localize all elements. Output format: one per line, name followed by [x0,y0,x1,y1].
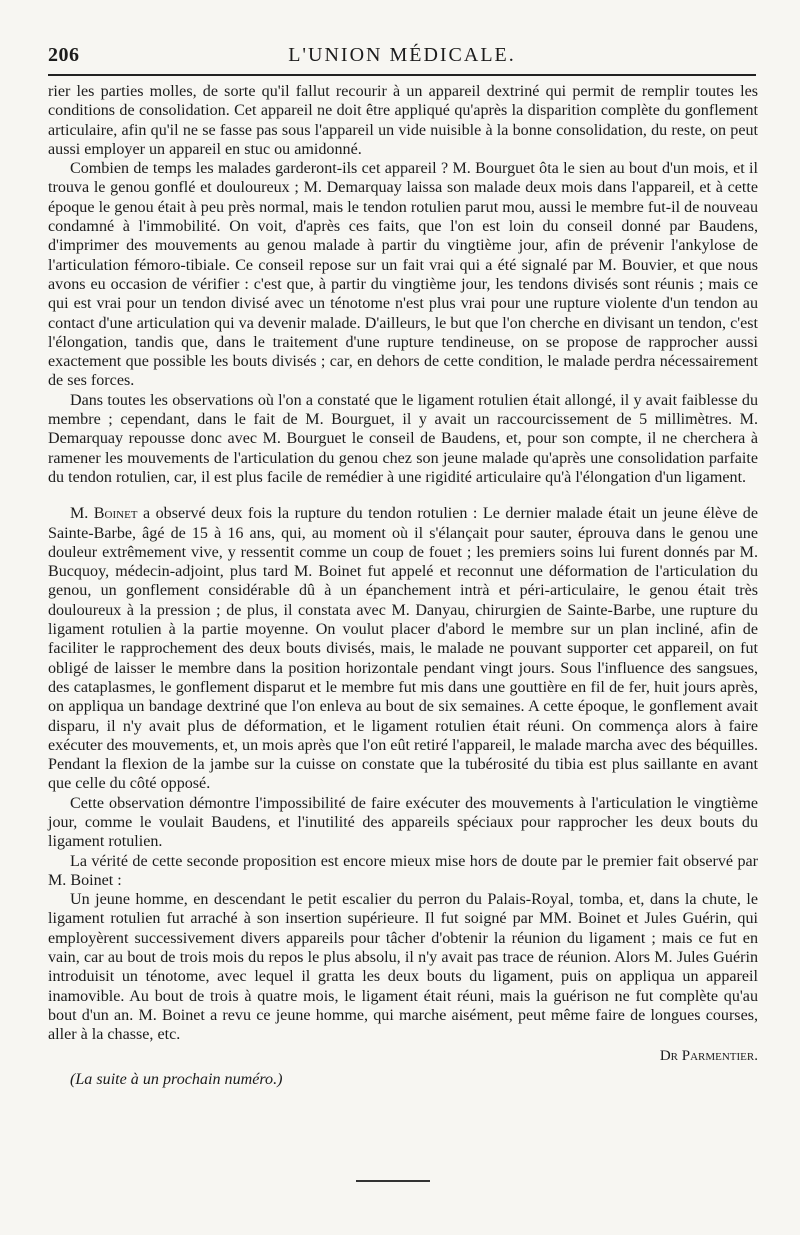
paragraph-boinet [48,504,758,793]
footer-rule [356,1180,430,1182]
paragraph: Un jeune homme, en descendant le petit escalier du perron du Palais-Royal, tomba, et, dans la chute, le ligament rotulien fut arraché à son insertion supérieure. Il fut soigné par MM. Boinet et Jules Guérin, qui employèrent successivement divers appareils pour tâcher d'obtenir la réunion du ligament ; mais ce fut en vain, car au bout de trois mois du repos le plus absolu, il n'y avait pas trace de réunion. Alors M. Jules Guérin introduisit un ténotome, avec lequel il gratta les deux bouts du ligament, puis on appliqua un appareil inamovible. Au bout de trois à quatre mois, le ligament était réuni, mais la guérison ne fut complète qu'au bout d'un an. M. Boinet a revu ce jeune homme, qui marche aisément, peut même faire de longues courses, aller à la chasse, etc. [48,891,758,1044]
paragraph: La vérité de cette seconde proposition est encore mieux mise hors de doute par le premier fait observé par M. Boinet : [48,852,758,889]
author-signature: Dr Parmentier. [659,1047,758,1064]
paragraph: Cette observation démontre l'impossibilité de faire exécuter des mouvements à l'articulation le vingtième jour, comme le voulait Baudens, et l'inutilité des appareils spéciaux pour rapprocher les deux bouts du ligament rotulien. [48,794,758,851]
page-header [48,42,756,72]
running-head: L'UNION MÉDICALE. [288,44,516,66]
article-body [48,82,758,1089]
paragraph: Combien de temps les malades garderont-ils cet appareil ? M. Bourguet ôta le sien au bout d'un mois, et il trouva le genou gonflé et douloureux ; M. Demarquay laissa son malade deux mois dans l'appareil, et à cette époque le genou était à peu près normal, mais le tendon rotulien parut mou, aussi le membre fut-il de nouveau condamné à l'immobilité. On voit, d'après ces faits, que l'on est loin du conseil donné par Baudens, d'imprimer des mouvements au genou malade à partir du vingtième jour, afin de prévenir l'ankylose de l'articulation fémoro-tibiale. Ce conseil repose sur un fait vrai qui a été signalé par M. Bouvier, et que nous avons eu occasion de vérifier : c'est que, à partir du vingtième jour, les tendons divisés sont réunis ; mais ce qui est vrai pour un tendon divisé avec un ténotome n'est plus vrai pour une rupture violente d'un tendon au contact d'une articulation qui va devenir malade. D'ailleurs, le but que l'on cherche en divisant un tendon, c'est l'élongation, tandis que, dans le traitement d'une rupture tendineuse, on se propose de rapprocher aussi exactement que possible les bouts divisés ; car, en dehors de cette condition, le malade perdra nécessairement de ses forces. [48,160,758,390]
continuation-note: (La suite à un prochain numéro.) [70,1070,283,1088]
speaker-name: M. Boinet [70,505,138,523]
section-break [48,487,758,504]
paragraph: Dans toutes les observations où l'on a constaté que le ligament rotulien était allongé, il y avait faiblesse du membre ; cependant, dans le fait de M. Bourguet, il y avait un raccourcissement de 5 millimètres. M. Demarquay repousse donc avec M. Bourguet le conseil de Baudens, et, pour son compte, il ne cherchera à ramener les mouvements de l'articulation du genou chez son jeune malade qu'après une consolidation parfaite du tendon rotulien, car, il est plus facile de remédier à une rigidité articulaire qu'à l'élongation d'un ligament. [48,391,758,486]
paragraph-text: a observé deux fois la rupture du tendon rotulien : Le dernier malade était un jeune élève de Sainte-Barbe, âgé de 15 à 16 ans, qui, au moment où il s'élançait pour sauter, éprouva dans le genou une douleur extrêmement vive, y ressentit comme un coup de fouet ; les premiers soins lui furent donnés par M. Bucquoy, médecin-adjoint, plus tard M. Boinet fut appelé et reconnut une déformation de l'articulation du genou, un gonflement considérable dû à un épanchement intrà et péri-articulaire, le genou était très douloureux à la pression ; de plus, il constata avec M. Danyau, chirurgien de Sainte-Barbe, une rupture du ligament rotulien à la partie moyenne. On voulut placer d'abord le membre sur un plan incliné, afin de faciliter le rapprochement des deux bouts divisés, mais, le malade ne pouvant supporter cet appareil, on fut obligé de laisser le membre dans la position horizontale pendant vingt jours. Sous l'influence des sangsues, des cataplasmes, le gonflement disparut et le membre fut mis dans une gouttière en fil de fer, huit jours après, on appliqua un bandage dextriné que l'on enleva au bout de six semaines. A cette époque, le gonflement avait disparu, il n'y avait plus de déformation, et le ligament rotulien était réuni. On commença alors à faire exécuter des mouvements, et, un mois après que l'on eût retiré l'appareil, le malade marcha avec des béquilles. Pendant la flexion de la jambe sur la cuisse on constate que la tubérosité du tibia est plus saillante en avant que celle du côté opposé. [48,505,758,793]
paragraph-continued: rier les parties molles, de sorte qu'il fallut recourir à un appareil dextriné qui permit de remplir toutes les conditions de consolidation. Cet appareil ne doit être appliqué qu'après la disparition complète du gonflement articulaire, afin qu'il ne se fasse pas sous l'appareil un vide nuisible à la bonne consolidation, du reste, on peut aussi employer un appareil en stuc ou amidonné. [48,83,758,158]
header-rule [48,74,756,76]
page-number: 206 [48,44,80,66]
